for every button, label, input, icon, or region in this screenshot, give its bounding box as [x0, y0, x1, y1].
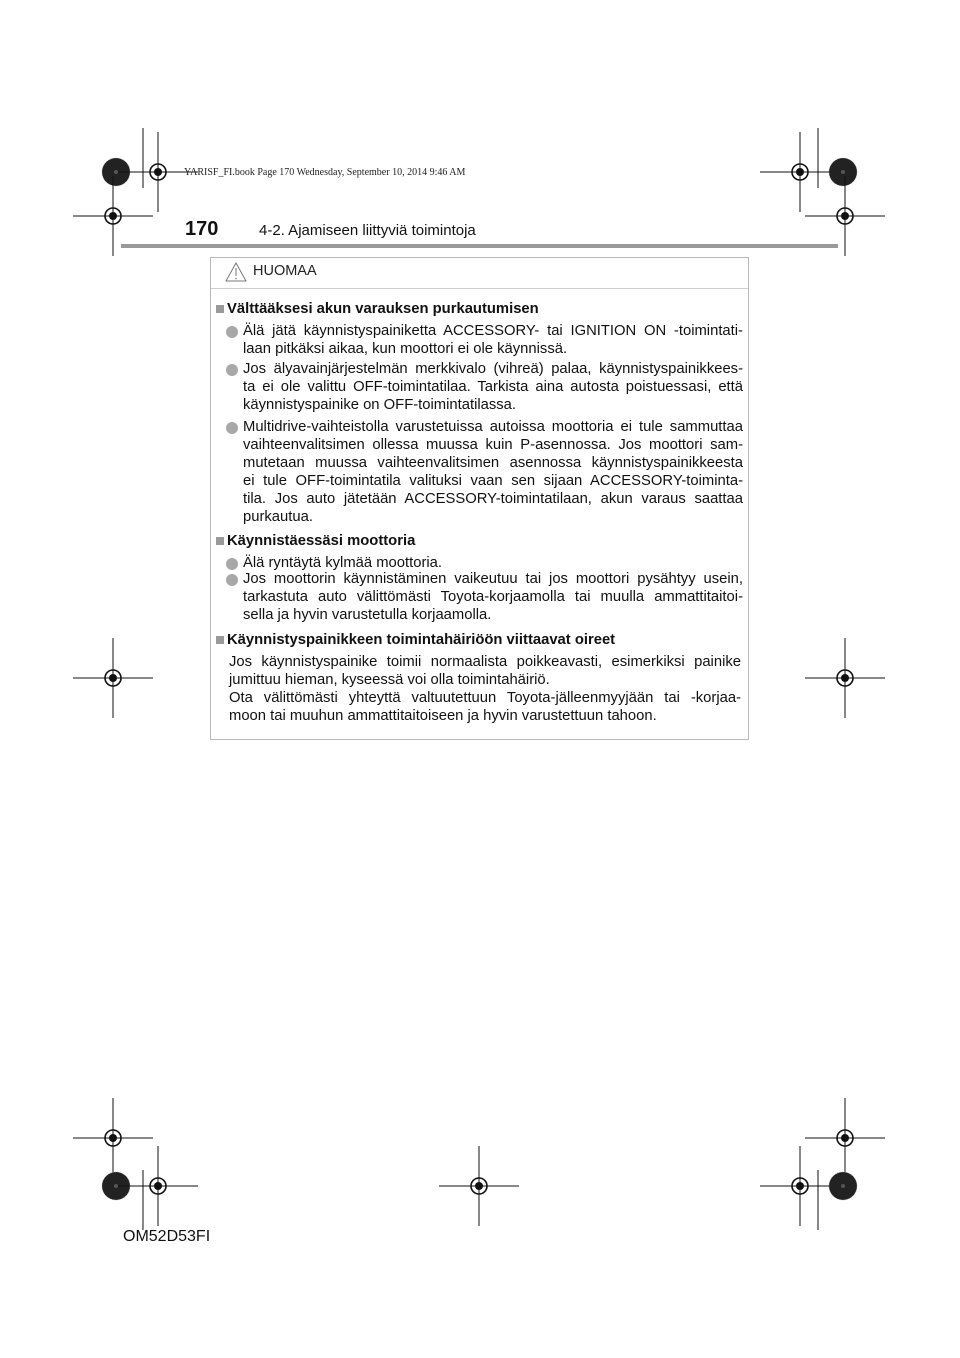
book-file-header: YARISF_FI.book Page 170 Wednesday, September 10, 2014 9:46 AM: [184, 167, 466, 178]
section-heading: Välttääksesi akun varauksen purkautumisen: [227, 301, 539, 317]
bullet-line: Jos moottorin käynnistäminen vaikeutuu tai jos moottori pysähtyy usein,: [243, 571, 743, 587]
header-rule: [121, 244, 838, 248]
section-title: 4-2. Ajamiseen liittyviä toimintoja: [259, 222, 476, 239]
registration-mark-icon: [805, 1098, 885, 1178]
section-marker-icon: [216, 305, 224, 313]
caution-header: [211, 258, 748, 289]
section-marker-icon: [216, 537, 224, 545]
registration-mark-icon: [118, 1146, 198, 1226]
paragraph-line: moon tai muuhun ammattitaitoiseen ja hyvin varustettuun tahoon.: [229, 708, 657, 724]
section-heading: Käynnistyspainikkeen toimintahäiriöön viittaavat oireet: [227, 632, 616, 648]
bullet-line: Jos älyavainjärjestelmän merkkivalo (vihreä) palaa, käynnistyspainikkees-: [243, 361, 743, 377]
bullet-line: laan pitkäksi aikaa, kun moottori ei ole käynnissä.: [243, 341, 568, 357]
registration-mark-icon: [73, 638, 153, 718]
caution-label: HUOMAA: [253, 263, 317, 279]
warning-triangle-icon: [225, 262, 247, 282]
bullet-line: mutetaan muussa vaihteenvalitsimen asennossa käynnistyspainikkeesta: [243, 455, 743, 471]
registration-mark-icon: [760, 132, 840, 212]
registration-mark-icon: [805, 638, 885, 718]
bullet-line: Älä jätä käynnistyspainiketta ACCESSORY- tai IGNITION ON -toimintati-: [243, 323, 743, 339]
caution-box: [210, 257, 749, 740]
bullet-line: Älä ryntäytä kylmää moottoria.: [243, 555, 443, 571]
paragraph-line: jumittuu hieman, kyseessä voi olla toimintahäiriö.: [229, 672, 550, 688]
registration-mark-icon: [439, 1146, 519, 1226]
bullet-icon: [226, 574, 238, 586]
paragraph-line: Ota välittömästi yhteyttä valtuutettuun Toyota-jälleenmyyjään tai -korjaa-: [229, 690, 741, 706]
bullet-line: tila. Jos auto jätetään ACCESSORY-toimintatilaan, akun varaus saattaa: [243, 491, 743, 507]
manual-code: OM52D53FI: [123, 1228, 211, 1245]
bullet-line: Multidrive-vaihteistolla varustetuissa autoissa moottoria ei tule sammuttaa: [243, 419, 743, 435]
starburst-target-icon: [829, 158, 857, 186]
registration-mark-icon: [760, 1146, 840, 1226]
bullet-icon: [226, 364, 238, 376]
bullet-icon: [226, 558, 238, 570]
page-number: 170: [185, 218, 219, 240]
section-marker-icon: [216, 636, 224, 644]
bullet-line: sella ja hyvin varustetulla korjaamolla.: [243, 607, 492, 623]
bullet-icon: [226, 422, 238, 434]
bullet-line: purkautua.: [243, 509, 313, 525]
section-heading: Käynnistäessäsi moottoria: [227, 533, 416, 549]
bullet-line: ei tule OFF-toimintatila valituksi vaan sen sijaan ACCESSORY-toiminta-: [243, 473, 743, 489]
bullet-icon: [226, 326, 238, 338]
bullet-line: käynnistyspainike on OFF-toimintatilassa.: [243, 397, 517, 413]
bullet-line: vaihteenvalitsimen ollessa muussa kuin P-asennossa. Jos moottori sam-: [243, 437, 743, 453]
registration-mark-icon: [73, 1098, 153, 1178]
starburst-target-icon: [829, 1172, 857, 1200]
paragraph-line: Jos käynnistyspainike toimii normaalista poikkeavasti, esimerkiksi painike: [229, 654, 741, 670]
bullet-line: tarkastuta auto välittömästi Toyota-korjaamolla tai muulla ammattitaitoi-: [243, 589, 743, 605]
bullet-line: ta ei ole valittu OFF-toimintatilaa. Tarkista aina autosta poistuessasi, että: [243, 379, 743, 395]
